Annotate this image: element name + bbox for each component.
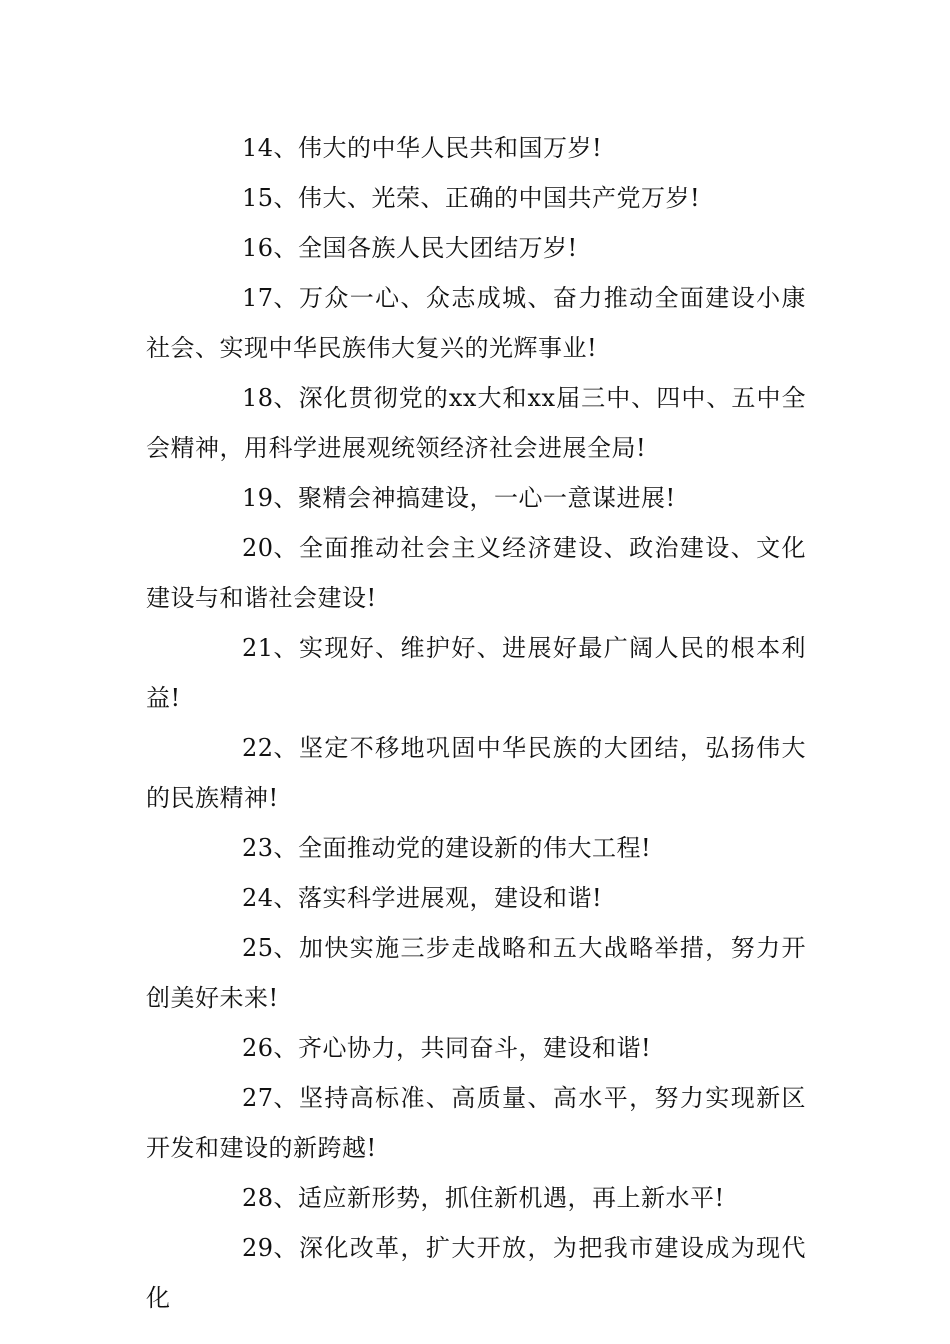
item-text: 齐心协力，共同奋斗，建设和谐! (298, 1034, 652, 1062)
item-number: 17、 (242, 284, 299, 312)
item-number: 18、 (242, 384, 299, 412)
list-item (146, 373, 806, 473)
item-text: 加快实施三步走战略和五大战略举措，努力开创美好未来! (146, 934, 806, 1012)
item-text: 全国各族人民大团结万岁! (298, 234, 578, 262)
list-item (146, 123, 806, 173)
item-number: 14、 (242, 134, 299, 162)
list-item (146, 623, 806, 723)
item-number: 29、 (242, 1234, 299, 1262)
item-text: 坚持高标准、高质量、高水平，努力实现新区开发和建设的新跨越! (146, 1084, 806, 1162)
item-text: 适应新形势，抓住新机遇，再上新水平! (298, 1184, 725, 1212)
item-number: 28、 (242, 1184, 299, 1212)
item-text: 伟大、光荣、正确的中国共产党万岁! (298, 184, 701, 212)
list-item (146, 723, 806, 823)
item-text: 深化改革，扩大开放，为把我市建设成为现代化 (146, 1234, 806, 1312)
list-item (146, 273, 806, 373)
list-item (146, 223, 806, 273)
item-text: 万众一心、众志成城、奋力推动全面建设小康社会、实现中华民族伟大复兴的光辉事业! (146, 284, 806, 362)
item-text: 聚精会神搞建设，一心一意谋进展! (298, 484, 676, 512)
item-text: 全面推动社会主义经济建设、政治建设、文化建设与和谐社会建设! (146, 534, 806, 612)
item-text: 伟大的中华人民共和国万岁! (298, 134, 603, 162)
list-item (146, 1073, 806, 1173)
item-text: 全面推动党的建设新的伟大工程! (298, 834, 652, 862)
item-number: 22、 (242, 734, 299, 762)
item-text: 深化贯彻党的xx大和xx届三中、四中、五中全会精神，用科学进展观统领经济社会进展全局! (146, 384, 806, 462)
item-number: 21、 (242, 634, 299, 662)
item-text: 实现好、维护好、进展好最广阔人民的根本利益! (146, 634, 806, 712)
slogan-list (146, 123, 806, 1323)
item-text: 坚定不移地巩固中华民族的大团结，弘扬伟大的民族精神! (146, 734, 806, 812)
item-number: 16、 (242, 234, 299, 262)
list-item (146, 523, 806, 623)
list-item (146, 473, 806, 523)
item-number: 20、 (242, 534, 299, 562)
item-number: 19、 (242, 484, 299, 512)
list-item (146, 173, 806, 223)
item-number: 24、 (242, 884, 299, 912)
list-item (146, 1223, 806, 1323)
list-item (146, 1023, 806, 1073)
item-text: 落实科学进展观，建设和谐! (298, 884, 603, 912)
item-number: 26、 (242, 1034, 299, 1062)
item-number: 23、 (242, 834, 299, 862)
list-item (146, 873, 806, 923)
list-item (146, 1173, 806, 1223)
list-item (146, 823, 806, 873)
list-item (146, 923, 806, 1023)
item-number: 25、 (242, 934, 299, 962)
item-number: 15、 (242, 184, 299, 212)
item-number: 27、 (242, 1084, 299, 1112)
